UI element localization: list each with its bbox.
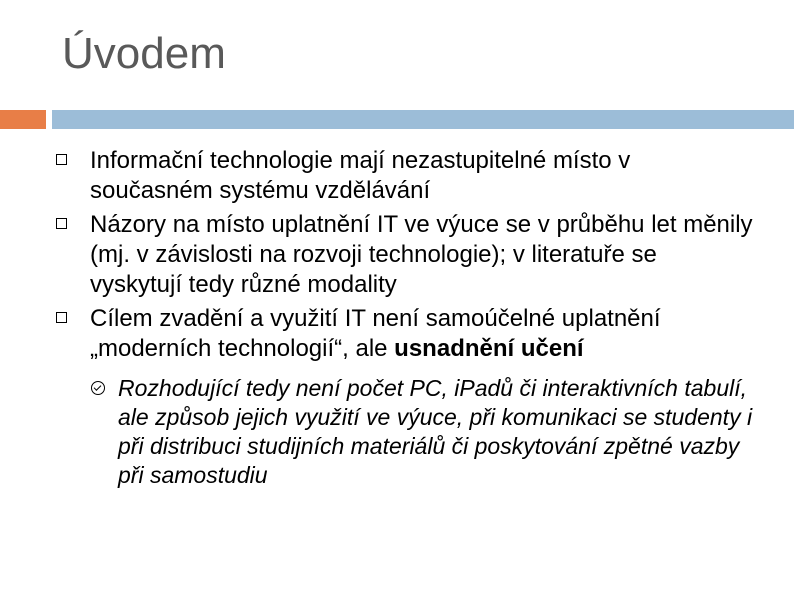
- sub-bullet-text: Rozhodující tedy není počet PC, iPadů či interaktivních tabulí, ale způsob jejich využití ve výuce, při komunikaci se studenty i při distribuci studijních materiálů či poskytování zpětné vazby při samostudiu: [118, 375, 753, 488]
- accent-bar: [0, 110, 46, 129]
- bullet-text: Cílem zvadění a využití IT není samoúčelné uplatnění „moderních technologií“, ale: [90, 305, 661, 362]
- square-bullet-icon: [56, 312, 67, 323]
- square-bullet-icon: [56, 154, 67, 165]
- bullet-item: [0, 210, 794, 300]
- title-underline-bar: [52, 110, 794, 129]
- bullet-list: [0, 146, 794, 490]
- bullet-item: [0, 304, 794, 364]
- bullet-item: [0, 146, 794, 206]
- square-bullet-icon: [56, 218, 67, 229]
- bullet-bold-text: usnadnění učení: [394, 335, 584, 362]
- check-circle-bullet-icon: [91, 381, 105, 395]
- bullet-text: Informační technologie mají nezastupitelné místo v současném systému vzdělávání: [90, 147, 631, 204]
- bullet-text: Názory na místo uplatnění IT ve výuce se v průběhu let měnily (mj. v závislosti na rozvoji technologie); v literatuře se vyskytují tedy různé modality: [90, 211, 753, 298]
- sub-bullet-item: [0, 374, 794, 490]
- slide-title: Úvodem: [62, 29, 226, 78]
